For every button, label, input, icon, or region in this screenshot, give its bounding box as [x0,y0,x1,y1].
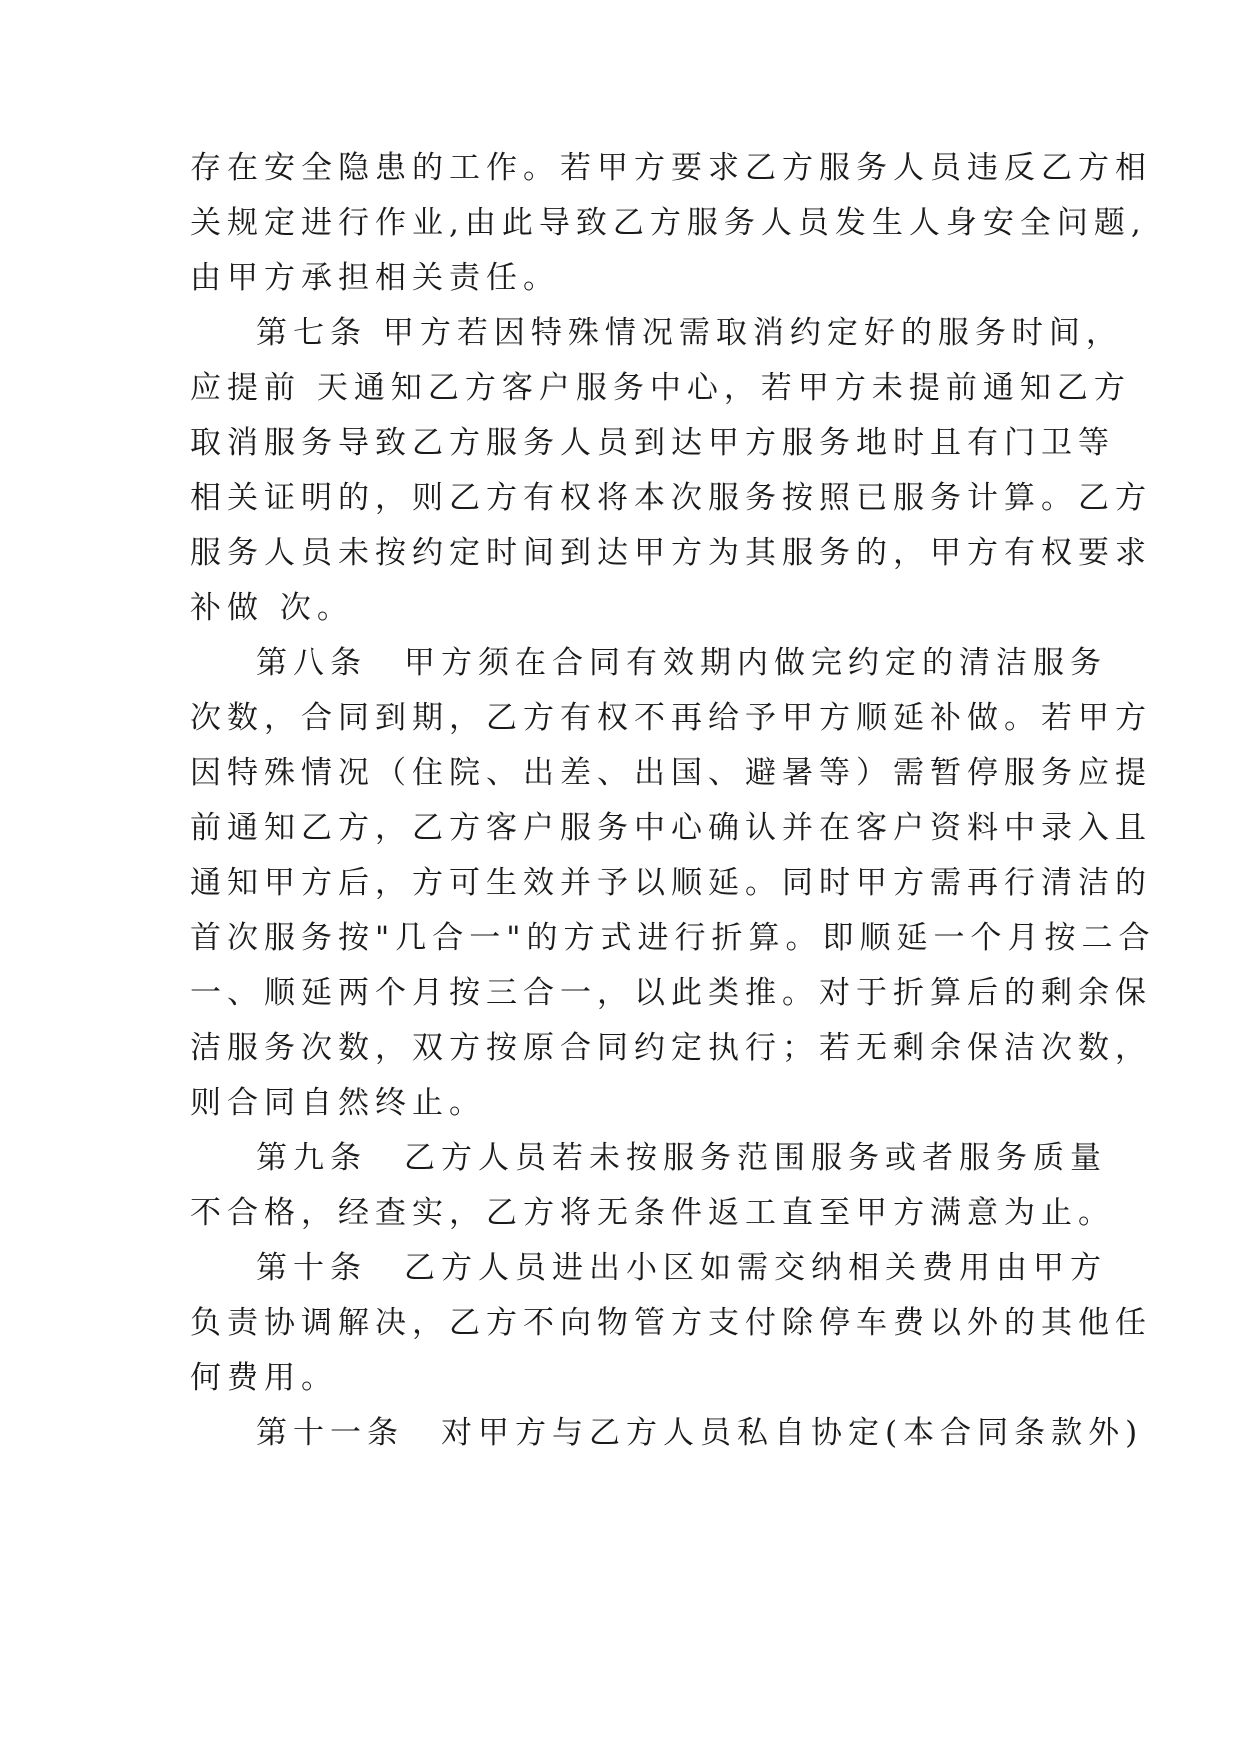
text-line: 服务人员未按约定时间到达甲方为其服务的，甲方有权要求 [190,535,1152,571]
text-line: 首次服务按"几合一"的方式进行折算。即顺延一个月按二合 [190,920,1156,956]
text-line: 应提前 天通知乙方客户服务中心，若甲方未提前通知乙方 [190,370,1131,406]
article-7-heading-line: 第七条 甲方若因特殊情况需取消约定好的服务时间， [256,315,1123,351]
text-line: 一、顺延两个月按三合一，以此类推。对于折算后的剩余保 [190,975,1152,1011]
article-10-heading-line: 第十条 乙方人员进出小区如需交纳相关费用由甲方 [256,1250,1107,1286]
text-line: 则合同自然终止。 [190,1085,486,1121]
text-line: 关规定进行作业,由此导致乙方服务人员发生人身安全问题, [190,205,1147,241]
text-line: 何费用。 [190,1360,338,1396]
article-11-heading-line: 第十一条 对甲方与乙方人员私自协定(本合同条款外) [256,1415,1144,1451]
text-line: 不合格，经查实，乙方将无条件返工直至甲方满意为止。 [190,1195,1115,1231]
text-line: 取消服务导致乙方服务人员到达甲方服务地时且有门卫等 [190,425,1115,461]
text-line: 相关证明的，则乙方有权将本次服务按照已服务计算。乙方 [190,480,1152,516]
text-line: 次数，合同到期，乙方有权不再给予甲方顺延补做。若甲方 [190,700,1152,736]
text-line: 由甲方承担相关责任。 [190,260,560,296]
text-line: 前通知乙方，乙方客户服务中心确认并在客户资料中录入且 [190,810,1152,846]
text-line: 通知甲方后，方可生效并予以顺延。同时甲方需再行清洁的 [190,865,1152,901]
text-line: 因特殊情况（住院、出差、出国、避暑等）需暂停服务应提 [190,755,1152,791]
text-line: 负责协调解决，乙方不向物管方支付除停车费以外的其他任 [190,1305,1152,1341]
article-9-heading-line: 第九条 乙方人员若未按服务范围服务或者服务质量 [256,1140,1107,1176]
text-line: 补做 次。 [190,590,354,626]
article-8-heading-line: 第八条 甲方须在合同有效期内做完约定的清洁服务 [256,645,1107,681]
text-line: 洁服务次数，双方按原合同约定执行；若无剩余保洁次数， [190,1030,1152,1066]
text-line: 存在安全隐患的工作。若甲方要求乙方服务人员违反乙方相 [190,150,1152,186]
